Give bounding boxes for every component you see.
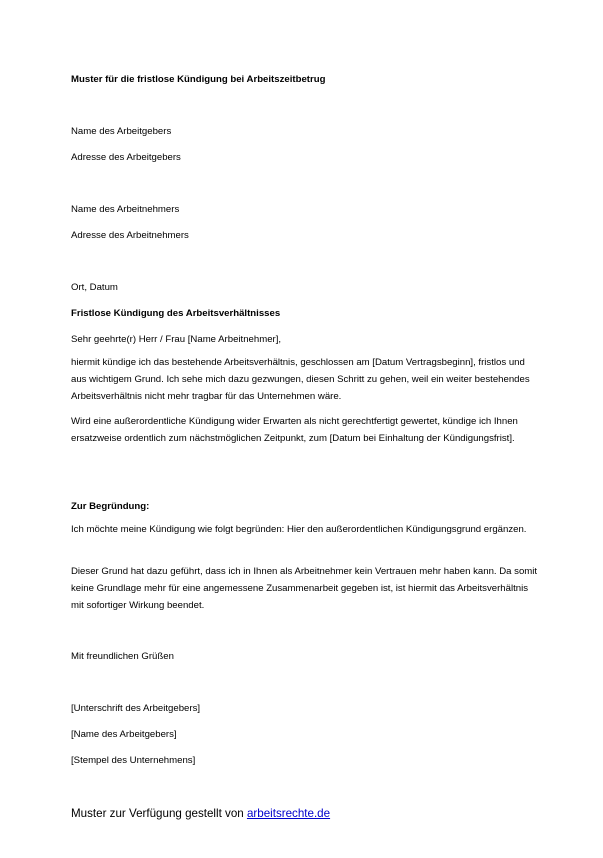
body-paragraph-termination: hiermit kündige ich das bestehende Arbeitsverhältnis, geschlossen am [Datum Vertragsbeginn], fristlos und aus wichtigem Grund. Ich sehe mich dazu gezwungen, diesen Schritt zu gehen, weil ein weiter bestehendes Arbeitsverhältnis nicht mehr tragbar für das Unternehmen wäre. bbox=[71, 357, 530, 402]
employee-name: Name des Arbeitnehmers bbox=[71, 204, 180, 215]
closing-greeting: Mit freundlichen Grüßen bbox=[71, 651, 174, 662]
place-date: Ort, Datum bbox=[71, 282, 118, 293]
footer-credit bbox=[71, 806, 330, 822]
body-paragraph-reason: Ich möchte meine Kündigung wie folgt begründen: Hier den außerordentlichen Kündigungsgrund ergänzen. bbox=[71, 524, 527, 535]
employer-name: Name des Arbeitgebers bbox=[71, 126, 172, 137]
body-paragraph-consequence: Dieser Grund hat dazu geführt, dass ich in Ihnen als Arbeitnehmer kein Vertrauen mehr haben kann. Da somit keine Grundlage mehr für eine angemessene Zusammenarbeit gegeben ist, ist hiermit das Arbeitsverhältnis mit sofortiger Wirkung beendet. bbox=[71, 566, 538, 611]
footer-text: Muster zur Verfügung gestellt von bbox=[71, 807, 247, 820]
employer-address: Adresse des Arbeitgebers bbox=[71, 152, 181, 163]
salutation: Sehr geehrte(r) Herr / Frau [Name Arbeitnehmer], bbox=[71, 334, 282, 345]
employee-address: Adresse des Arbeitnehmers bbox=[71, 230, 189, 241]
signer-name-placeholder: [Name des Arbeitgebers] bbox=[71, 729, 177, 740]
signature-placeholder: [Unterschrift des Arbeitgebers] bbox=[71, 703, 201, 714]
reason-heading: Zur Begründung: bbox=[71, 501, 150, 512]
stamp-placeholder: [Stempel des Unternehmens] bbox=[71, 755, 196, 766]
body-paragraph-alternative-notice: Wird eine außerordentliche Kündigung wider Erwarten als nicht gerechtfertigt gewertet, kündige ich Ihnen ersatzweise ordentlich zum nächstmöglichen Zeitpunkt, zum [Datum bei Einhaltung der Kündigungsfrist]. bbox=[71, 416, 518, 444]
document-title: Muster für die fristlose Kündigung bei Arbeitszeitbetrug bbox=[71, 74, 326, 85]
arbeitsrechte-link[interactable]: arbeitsrechte.de bbox=[246, 807, 331, 820]
letter-subject: Fristlose Kündigung des Arbeitsverhältnisses bbox=[71, 308, 281, 319]
